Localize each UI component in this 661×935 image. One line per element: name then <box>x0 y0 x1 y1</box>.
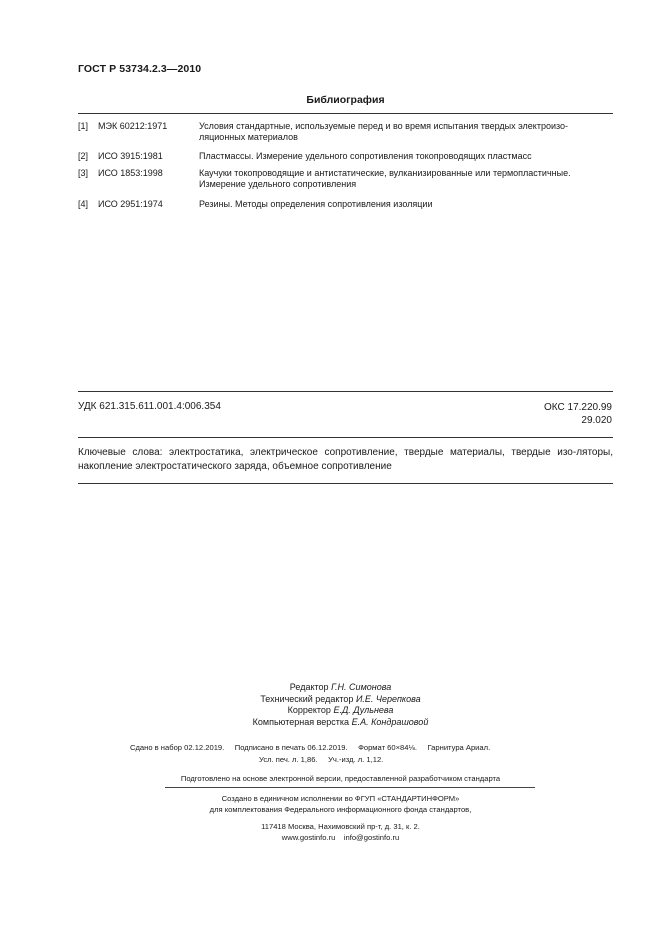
footer-email-link[interactable]: info@gostinfo.ru <box>343 833 400 843</box>
oks-code <box>500 401 612 427</box>
footer-address: 117418 Москва, Нахимовский пр-т, д. 31, к. 2. <box>261 821 420 831</box>
credit-role: Технический редактор <box>260 693 354 704</box>
bibliography-item-number: [1] <box>78 121 89 131</box>
footer-contacts <box>20 832 661 843</box>
credit-role: Компьютерная верстка <box>252 716 350 727</box>
document-id: ГОСТ Р 53734.2.3—2010 <box>78 63 202 75</box>
credit-person: Е.А. Кондрашовой <box>351 716 429 727</box>
prepared-note: Подготовлено на основе электронной версии, предоставленной разработчиком стандарта <box>180 774 501 783</box>
publication-info-line1: Сдано в набор 02.12.2019. Подписано в печать 06.12.2019. Формат 60×84⅛. Гарнитура Ариал. <box>130 743 491 752</box>
publisher-footer <box>0 793 661 844</box>
credit-role: Редактор <box>289 682 329 692</box>
bibliography-item <box>78 168 613 192</box>
publication-info <box>130 742 570 765</box>
bibliography-title: Библиография <box>306 94 385 106</box>
bibliography-item-text: Условия стандартные, используемые перед и во время испытания твердых электроизо-ляционных материалов <box>199 121 569 142</box>
oks-code-line2: 29.020 <box>581 415 612 426</box>
bibliography-item-standard: ИСО 2951:1974 <box>98 199 163 209</box>
footer-website-link[interactable]: www.gostinfo.ru <box>281 833 336 843</box>
bibliography-item-text: Пластмассы. Измерение удельного сопротивления токопроводящих пластмасс <box>199 151 532 161</box>
credit-layout <box>20 717 661 729</box>
udk-code: УДК 621.315.611.001.4:006.354 <box>78 401 221 412</box>
bibliography-item <box>78 199 613 211</box>
keywords-bottom-rule <box>78 483 613 484</box>
publication-info-line2: Усл. печ. л. 1,86. Уч.-изд. л. 1,12. <box>259 754 384 764</box>
credit-person: И.Е. Черепкова <box>355 693 421 704</box>
bibliography-item <box>78 151 613 163</box>
keywords-top-rule <box>78 437 613 438</box>
classification-top-rule <box>78 391 613 392</box>
credit-person: Е.Д. Дульнева <box>333 705 394 715</box>
footer-created: Создано в единичном исполнении во ФГУП «СТАНДАРТИНФОРМ» <box>221 794 460 803</box>
footer-rule <box>165 787 535 788</box>
credit-role: Корректор <box>287 705 331 715</box>
bibliography-item-number: [4] <box>78 199 89 209</box>
bibliography-top-rule <box>78 113 613 114</box>
credits-block <box>0 682 661 728</box>
credit-person: Г.Н. Симонова <box>331 682 392 692</box>
oks-code-line1: ОКС 17.220.99 <box>544 402 612 413</box>
keywords-text: Ключевые слова: электростатика, электрическое сопротивление, твердые материалы, твердые изо-ляторы, накопление электростатического заряда, объемное сопротивление <box>78 447 613 472</box>
bibliography-item-text: Резины. Методы определения сопротивления изоляции <box>199 199 433 209</box>
credit-proofreader <box>20 705 661 717</box>
bibliography-item-number: [3] <box>78 168 89 178</box>
bibliography-item-standard: ИСО 3915:1981 <box>98 151 163 161</box>
bibliography-item-standard: ИСО 1853:1998 <box>98 168 163 178</box>
bibliography-item <box>78 121 613 145</box>
bibliography-item-text: Каучуки токопроводящие и антистатические, вулканизированные или термопластичные. Измерение удельного сопротивления <box>199 168 571 189</box>
bibliography-item-standard: МЭК 60212:1971 <box>98 121 168 131</box>
credit-editor <box>20 682 661 694</box>
bibliography-item-number: [2] <box>78 151 89 161</box>
credit-technical-editor <box>20 694 661 706</box>
footer-purpose: для комплектования Федерального информационного фонда стандартов, <box>209 805 472 815</box>
